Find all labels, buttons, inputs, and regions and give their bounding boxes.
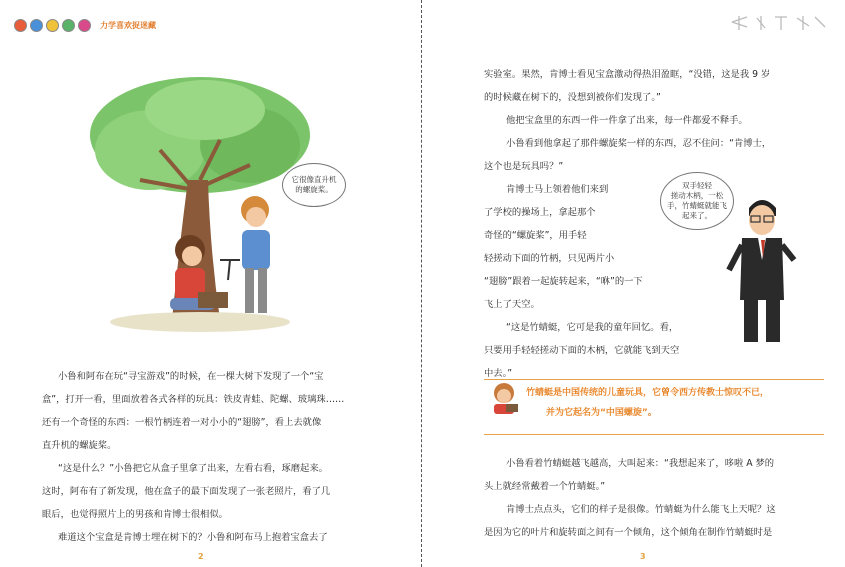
page-number: 3 bbox=[640, 552, 646, 561]
paragraph: 肯博士点点头，它们的样子是很像。竹蜻蜓为什么能飞上天呢？这 bbox=[506, 504, 776, 515]
paragraph: “这是什么？”小鲁把它从盒子里拿了出来，左看右看，琢磨起来。 bbox=[58, 463, 328, 474]
paragraph: 难道这个宝盒是肯博士埋在树下的？小鲁和阿布马上抱着宝盒去了 bbox=[58, 532, 328, 543]
series-title: 力学喜欢捉迷藏 bbox=[100, 20, 156, 30]
paragraph: 了学校的操场上，拿起那个 bbox=[484, 207, 596, 218]
paragraph: 实验室。果然，肯博士看见宝盒激动得热泪盈眶，“没错，这是我 9 岁 bbox=[484, 69, 771, 80]
paragraph: 只要用手轻轻搓动下面的木柄，它就能飞到天空 bbox=[484, 345, 680, 356]
paragraph: 眼后，也觉得照片上的男孩和肯博士很相似。 bbox=[42, 509, 228, 520]
reading-child-icon bbox=[486, 380, 522, 416]
ball-icon bbox=[30, 19, 43, 32]
paragraph: 轻搓动下面的竹柄，只见两片小 bbox=[484, 253, 615, 264]
paragraph: 还有一个奇怪的东西：一根竹柄连着一对小小的“翅膀”，看上去就像 bbox=[42, 417, 322, 428]
speech-line: 起来了。 bbox=[682, 211, 712, 220]
callout-top-border bbox=[484, 379, 824, 380]
paragraph: 头上就经常戴着一个竹蜻蜓。” bbox=[484, 481, 606, 492]
paragraph: “这是竹蜻蜓，它可是我的童年回忆。看， bbox=[506, 322, 679, 333]
callout-bottom-border bbox=[484, 434, 824, 435]
paragraph: 中去。” bbox=[484, 368, 513, 379]
paragraph: 直升机的螺旋桨。 bbox=[42, 440, 117, 451]
speech-line: 它很像直升机 bbox=[291, 175, 337, 184]
paragraph: 是因为它的叶片和旋转面之间有一个倾角，这个倾角在制作竹蜻蜓时是 bbox=[484, 527, 773, 538]
fact-callout bbox=[484, 376, 824, 442]
doctor-illustration bbox=[724, 190, 804, 350]
page-number: 2 bbox=[198, 552, 204, 561]
paragraph: 盒”，打开一看，里面放着各式各样的玩具：铁皮青蛙、陀螺、玻璃珠…… bbox=[42, 394, 345, 405]
right-page bbox=[424, 0, 845, 567]
paragraph: “翅膀”跟着一起旋转起来，“咻”的一下 bbox=[484, 276, 643, 287]
paragraph: 小鲁和阿布在玩“寻宝游戏”的时候，在一棵大树下发现了一个“宝 bbox=[58, 371, 324, 382]
paragraph: 小鲁看到他拿起了那件螺旋桨一样的东西，忍不住问：“肯博士， bbox=[506, 138, 772, 149]
ball-icon bbox=[14, 19, 27, 32]
paragraph: 小鲁看着竹蜻蜓越飞越高，大叫起来：“我想起来了，哆啦 A 梦的 bbox=[506, 458, 775, 469]
ball-icon bbox=[46, 19, 59, 32]
dragonfly-deco-icon bbox=[727, 12, 827, 32]
series-header bbox=[14, 16, 156, 34]
paragraph: 他把宝盒里的东西一件一件拿了出来，每一件都爱不释手。 bbox=[506, 115, 748, 126]
left-page bbox=[0, 0, 420, 567]
ball-icon bbox=[78, 19, 91, 32]
paragraph: 的时候藏在树下的，没想到被你们发现了。” bbox=[484, 92, 661, 103]
paragraph: 飞上了天空。 bbox=[484, 299, 540, 310]
speech-line: 手，竹蜻蜓就能飞 bbox=[667, 201, 727, 210]
speech-bubble bbox=[282, 163, 346, 207]
callout-line: 竹蜻蜓是中国传统的儿童玩具，它曾令西方传教士惊叹不已， bbox=[526, 388, 770, 398]
paragraph: 奇怪的“螺旋桨”，用手轻 bbox=[484, 230, 587, 241]
ball-icon bbox=[62, 19, 75, 32]
speech-line: 搓动木柄，一松 bbox=[670, 191, 724, 200]
speech-line: 双手轻轻 bbox=[682, 181, 712, 190]
paragraph: 这时，阿布有了新发现，他在盒子的最下面发现了一张老照片，看了几 bbox=[42, 486, 331, 497]
paragraph: 这个也是玩具吗？” bbox=[484, 161, 564, 172]
callout-line: 并为它起名为“中国螺旋”。 bbox=[546, 408, 657, 418]
speech-bubble bbox=[660, 172, 734, 230]
speech-line: 的螺旋桨。 bbox=[295, 185, 333, 194]
paragraph: 肯博士马上领着他们来到 bbox=[506, 184, 609, 195]
gutter-fold bbox=[421, 0, 422, 567]
